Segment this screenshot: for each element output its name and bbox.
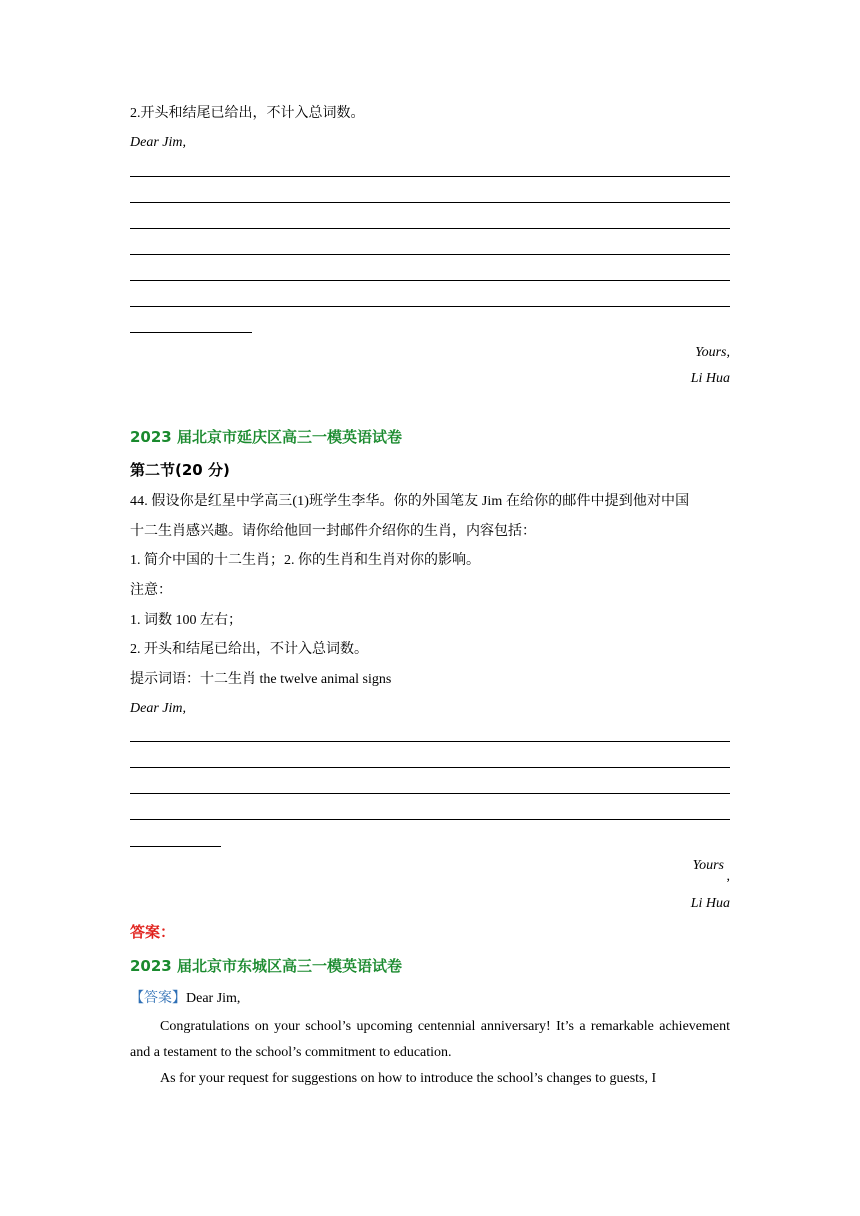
exam-title: 2023 届北京市延庆区高三一模英语试卷 — [130, 428, 402, 446]
answer-paragraph: Congratulations on your school’s upcoming centennial anniversary! It’s a remarkable achievement and a testament to the school’s commitment to education. — [130, 1019, 730, 1060]
note-1: 1. 词数 100 左右； — [130, 613, 242, 628]
signature: Li Hua — [690, 896, 730, 911]
writing-line — [130, 306, 730, 307]
note-2: 2.开头和结尾已给出，不计入总词数。 — [130, 106, 365, 121]
prompt-line: 44. 假设你是红星中学高三(1)班学生李华。你的外国笔友 Jim 在给你的邮件中提到他对中国 — [130, 494, 690, 509]
answer-salutation: Dear Jim, — [186, 991, 241, 1006]
part-heading: 第二节(20 分) — [130, 461, 230, 479]
writing-line-short — [130, 846, 221, 847]
answer-paragraph: As for your request for suggestions on how to introduce the school’s changes to guests, I — [160, 1071, 657, 1086]
salutation: Dear Jim, — [130, 701, 186, 716]
answer-label: 答案： — [130, 923, 176, 941]
writing-line — [130, 202, 730, 203]
signature: Li Hua — [690, 371, 730, 386]
writing-line — [130, 280, 730, 281]
hint-words: 提示词语：十二生肖 the twelve animal signs — [130, 672, 392, 687]
writing-line-short — [130, 332, 252, 333]
answer-tag: 【答案】 — [130, 991, 186, 1006]
writing-line — [130, 254, 730, 255]
writing-line — [130, 819, 730, 820]
closing: Yours — [692, 858, 724, 873]
closing: Yours, — [695, 345, 730, 360]
prompt-line: 1. 简介中国的十二生肖；2. 你的生肖和生肖对你的影响。 — [130, 553, 480, 568]
note-2: 2. 开头和结尾已给出，不计入总词数。 — [130, 642, 368, 657]
writing-line — [130, 741, 730, 742]
writing-line — [130, 176, 730, 177]
notes-label: 注意： — [130, 583, 172, 598]
writing-line — [130, 793, 730, 794]
writing-line — [130, 767, 730, 768]
writing-line — [130, 228, 730, 229]
salutation: Dear Jim, — [130, 135, 186, 150]
answer-line — [130, 990, 240, 1008]
exam-title: 2023 届北京市东城区高三一模英语试卷 — [130, 957, 402, 975]
prompt-line: 十二生肖感兴趣。请你给他回一封邮件介绍你的生肖，内容包括： — [130, 524, 536, 539]
closing-comma: , — [726, 869, 730, 884]
